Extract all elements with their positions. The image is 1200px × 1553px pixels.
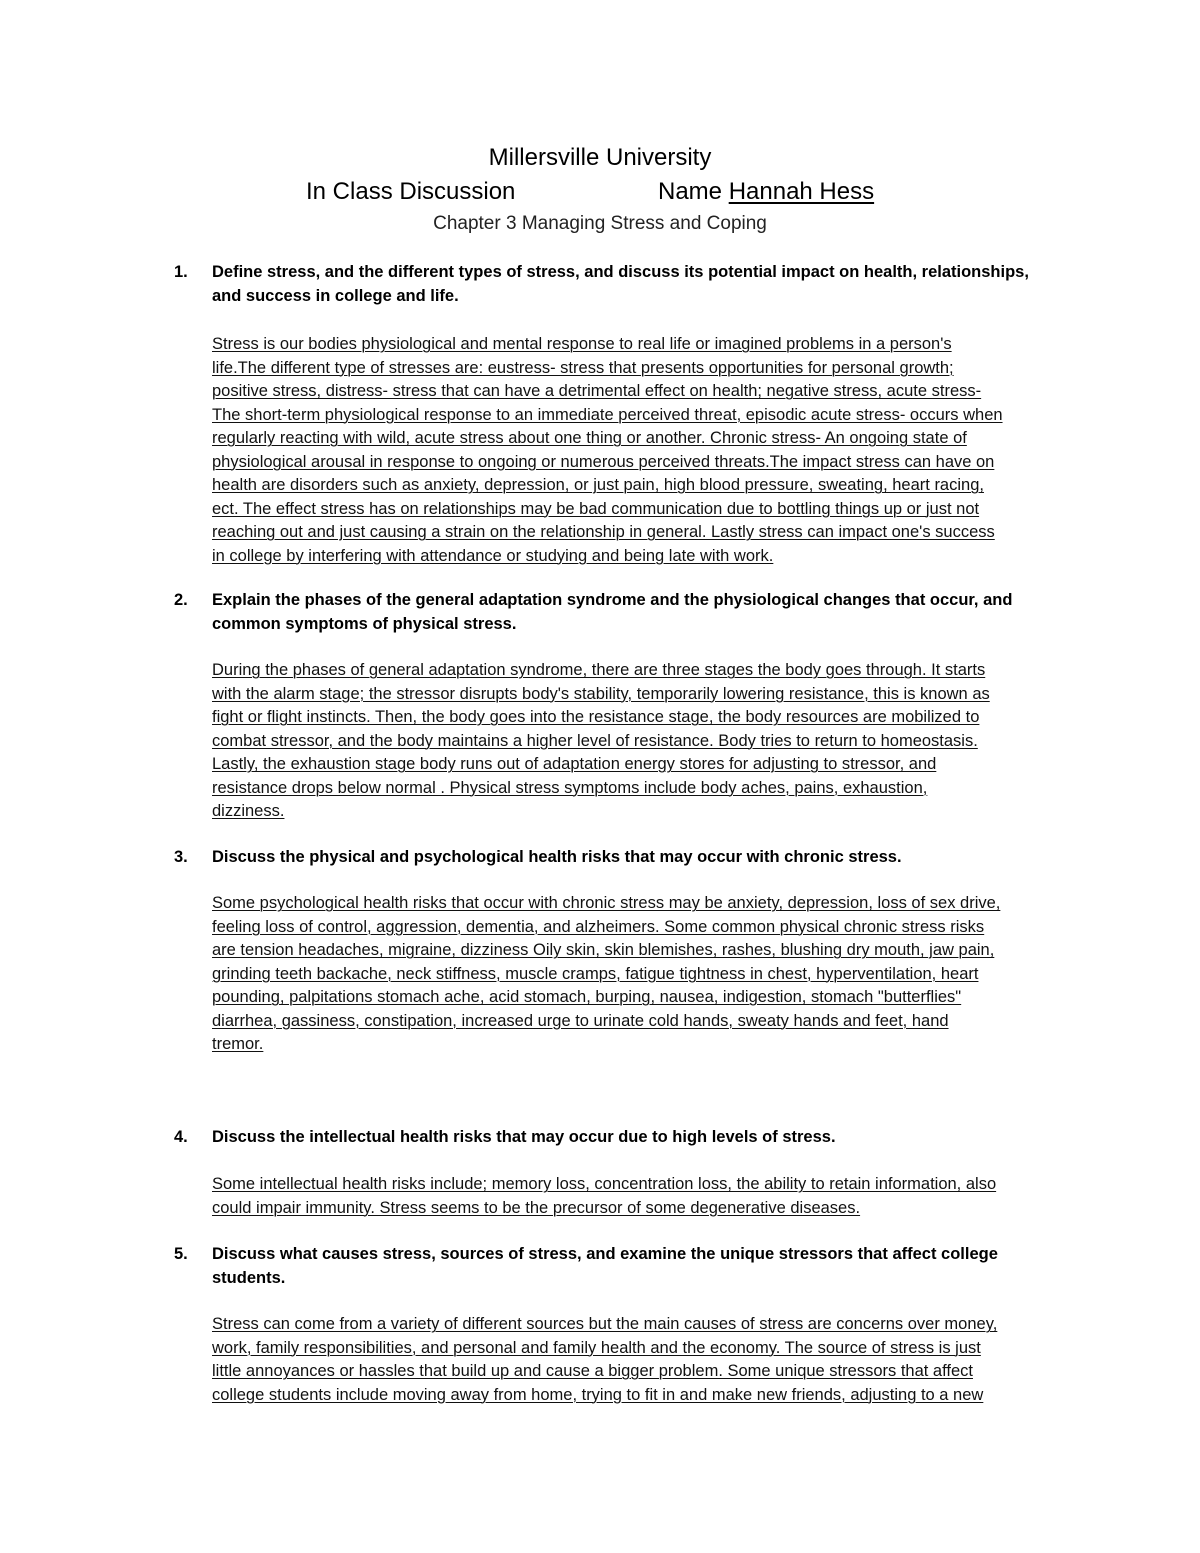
chapter-title: Chapter 3 Managing Stress and Coping bbox=[433, 213, 767, 234]
question-number: 5. bbox=[174, 1245, 188, 1263]
answer-line: fight or flight instincts. Then, the body goes into the resistance stage, the body resources are mobilized to bbox=[212, 708, 980, 726]
answer-line: Stress can come from a variety of different sources but the main causes of stress are concerns over money, bbox=[212, 1315, 998, 1333]
question-text: Define stress, and the different types of stress, and discuss its potential impact on health, relationships, and success in college and life. bbox=[212, 263, 1029, 305]
answer-line: college students include moving away from home, trying to fit in and make new friends, adjusting to a new bbox=[212, 1385, 984, 1404]
question-number: 3. bbox=[174, 848, 188, 866]
answer-line: Lastly, the exhaustion stage body runs out of adaptation energy stores for adjusting to stressor, and bbox=[212, 755, 937, 773]
name-field bbox=[658, 177, 874, 207]
answer-text bbox=[212, 333, 1062, 568]
answer-line: combat stressor, and the body maintains a higher level of resistance. Body tries to return to homeostasis. bbox=[212, 731, 978, 750]
question-text: Discuss what causes stress, sources of stress, and examine the unique stressors that affect college students. bbox=[212, 1245, 998, 1287]
answer-line: tremor. bbox=[212, 1035, 264, 1053]
answer-line: life.The different type of stresses are: eustress- stress that presents opportunities for personal growth; bbox=[212, 358, 954, 377]
answer-line: resistance drops below normal . Physical stress symptoms include body aches, pains, exhaustion, bbox=[212, 778, 928, 797]
answer-line: diarrhea, gassiness, constipation, increased urge to urinate cold hands, sweaty hands and feet, hand bbox=[212, 1011, 949, 1030]
question-number: 4. bbox=[174, 1128, 188, 1146]
answer-text bbox=[212, 1313, 1062, 1407]
answer-line: Some psychological health risks that occur with chronic stress may be anxiety, depression, loss of sex drive, bbox=[212, 894, 1001, 912]
answer-text bbox=[212, 1173, 1062, 1220]
answer-line: could impair immunity. Stress seems to be the precursor of some degenerative diseases. bbox=[212, 1198, 861, 1217]
answer-line: physiological arousal in response to ongoing or numerous perceived threats.The impact stress can have on bbox=[212, 452, 995, 471]
name-label: Name bbox=[658, 178, 729, 205]
question-text: Explain the phases of the general adaptation syndrome and the physiological changes that occur, and common symptoms of physical stress. bbox=[212, 591, 1013, 633]
university-title: Millersville University bbox=[488, 144, 712, 171]
answer-line: work, family responsibilities, and personal and family health and the economy. The source of stress is just bbox=[212, 1338, 981, 1357]
question-number: 2. bbox=[174, 591, 188, 609]
answer-line: The short-term physiological response to an immediate perceived threat, episodic acute stress- occurs when bbox=[212, 405, 1003, 424]
answer-line: reaching out and just causing a strain on the relationship in general. Lastly stress can impact one's success bbox=[212, 523, 995, 541]
question-number: 1. bbox=[174, 263, 188, 281]
answer-line: regularly reacting with wild, acute stress about one thing or another. Chronic stress- An ongoing state of bbox=[212, 429, 967, 447]
answer-text bbox=[212, 659, 1062, 824]
answer-line: little annoyances or hassles that build up and cause a bigger problem. Some unique stressors that affect bbox=[212, 1362, 973, 1380]
answer-text bbox=[212, 892, 1062, 1057]
answer-line: ect. The effect stress has on relationships may be bad communication due to bottling things up or just not bbox=[212, 499, 980, 518]
answer-line: Stress is our bodies physiological and mental response to real life or imagined problems in a person's bbox=[212, 335, 952, 353]
answer-line: grinding teeth backache, neck stiffness, muscle cramps, fatigue tightness in chest, hyperventilation, heart bbox=[212, 964, 979, 983]
answer-line: Some intellectual health risks include; memory loss, concentration loss, the ability to retain information, also bbox=[212, 1175, 997, 1193]
answer-line: positive stress, distress- stress that can have a detrimental effect on health; negative stress, acute stress- bbox=[212, 382, 982, 400]
answer-line: pounding, palpitations stomach ache, acid stomach, burping, nausea, indigestion, stomach "butterflies" bbox=[212, 988, 962, 1006]
question-text: Discuss the physical and psychological health risks that may occur with chronic stress. bbox=[212, 848, 902, 866]
answer-line: During the phases of general adaptation syndrome, there are three stages the body goes through. It starts bbox=[212, 661, 986, 679]
answer-line: dizziness. bbox=[212, 802, 285, 820]
answer-line: health are disorders such as anxiety, depression, or just pain, high blood pressure, sweating, heart racing, bbox=[212, 476, 984, 494]
question-text: Discuss the intellectual health risks that may occur due to high levels of stress. bbox=[212, 1128, 836, 1146]
discussion-label: In Class Discussion bbox=[306, 178, 516, 205]
answer-line: in college by interfering with attendance or studying and being late with work. bbox=[212, 546, 774, 565]
answer-line: feeling loss of control, aggression, dementia, and alzheimers. Some common physical chronic stress risks bbox=[212, 917, 985, 936]
answer-line: with the alarm stage; the stressor disrupts body's stability, temporarily lowering resistance, this is known as bbox=[212, 684, 990, 703]
student-name: Hannah Hess bbox=[728, 178, 875, 205]
answer-line: are tension headaches, migraine, dizziness Oily skin, skin blemishes, rashes, blushing dry mouth, jaw pain, bbox=[212, 941, 995, 959]
